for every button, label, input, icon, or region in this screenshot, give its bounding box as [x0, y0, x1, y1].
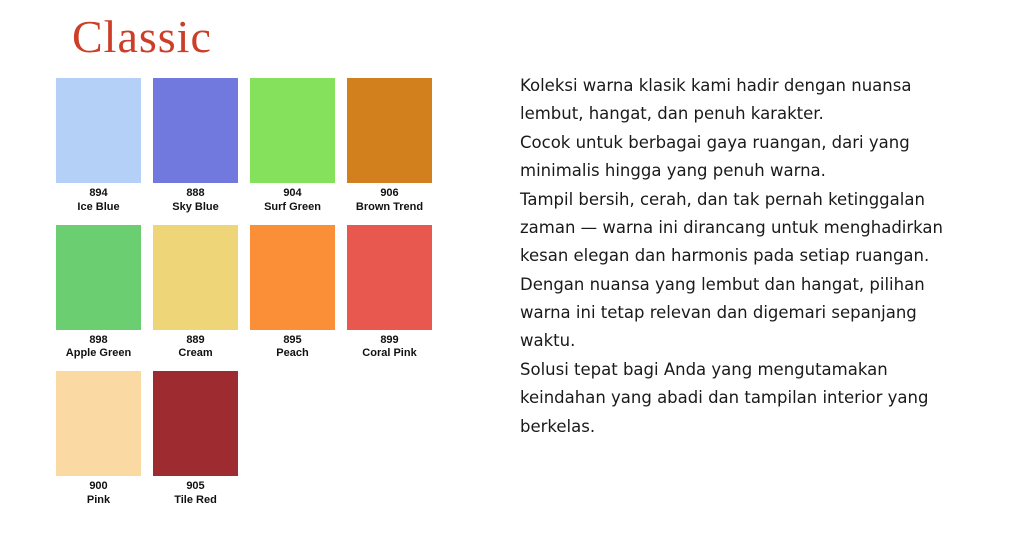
swatch-name: Sky Blue — [172, 200, 219, 213]
swatch-color-chip[interactable] — [153, 371, 238, 476]
swatch-name: Pink — [86, 493, 111, 506]
swatch-name: Tile Red — [174, 493, 217, 506]
swatch-item[interactable] — [347, 78, 432, 215]
swatch-color-chip[interactable] — [153, 225, 238, 330]
swatch-item[interactable] — [250, 78, 335, 215]
swatch-color-chip[interactable] — [250, 78, 335, 183]
page-title: Classic — [72, 11, 212, 62]
swatch-code: 894 — [89, 187, 108, 199]
swatch-code: 888 — [186, 187, 205, 199]
swatch-row — [56, 225, 476, 362]
description-paragraph: Dengan nuansa yang lembut dan hangat, pilihan warna ini tetap relevan dan digemari sepanjang waktu. — [520, 274, 925, 351]
swatch-item[interactable] — [56, 225, 141, 362]
description-paragraph: Koleksi warna klasik kami hadir dengan nuansa lembut, hangat, dan penuh karakter. — [520, 76, 912, 124]
swatch-row — [56, 78, 476, 215]
swatch-item[interactable] — [56, 78, 141, 215]
swatch-row — [56, 371, 476, 508]
swatch-color-chip[interactable] — [56, 225, 141, 330]
description-paragraph: Tampil bersih, cerah, dan tak pernah ketinggalan zaman — warna ini dirancang untuk menghadirkan kesan elegan dan harmonis pada setiap ruangan. — [520, 189, 943, 266]
swatch-code: 895 — [283, 333, 302, 346]
swatch-name: Brown Trend — [355, 200, 424, 213]
swatch-name: Coral Pink — [362, 347, 417, 360]
swatch-color-chip[interactable] — [250, 225, 335, 330]
swatch-color-chip[interactable] — [347, 225, 432, 330]
swatch-item[interactable] — [56, 371, 141, 508]
swatch-code: 904 — [283, 187, 302, 199]
swatch-code: 889 — [186, 333, 205, 346]
description-paragraph: Cocok untuk berbagai gaya ruangan, dari yang minimalis hingga yang penuh warna. — [520, 132, 910, 181]
swatch-grid — [56, 78, 476, 518]
swatch-code: 898 — [89, 333, 108, 346]
swatch-item[interactable] — [153, 371, 238, 508]
swatch-item[interactable] — [153, 78, 238, 215]
swatch-name: Cream — [178, 347, 213, 360]
swatch-name: Ice Blue — [77, 200, 120, 213]
swatch-color-chip[interactable] — [56, 371, 141, 476]
swatch-code: 899 — [380, 333, 399, 346]
swatch-code: 905 — [186, 480, 205, 492]
swatch-name: Peach — [276, 347, 309, 360]
swatch-color-chip[interactable] — [347, 78, 432, 183]
swatch-name: Apple Green — [65, 347, 132, 360]
swatch-color-chip[interactable] — [153, 78, 238, 183]
swatch-code: 900 — [89, 480, 108, 492]
swatch-name: Surf Green — [264, 200, 321, 213]
swatch-item[interactable] — [153, 225, 238, 362]
swatch-color-chip[interactable] — [56, 78, 141, 183]
swatch-code: 906 — [380, 187, 399, 199]
swatch-item[interactable] — [347, 225, 432, 362]
description-text — [520, 72, 960, 441]
swatch-item[interactable] — [250, 225, 335, 362]
description-paragraph: Solusi tepat bagi Anda yang mengutamakan keindahan yang abadi dan tampilan interior yang berkelas. — [520, 359, 929, 436]
